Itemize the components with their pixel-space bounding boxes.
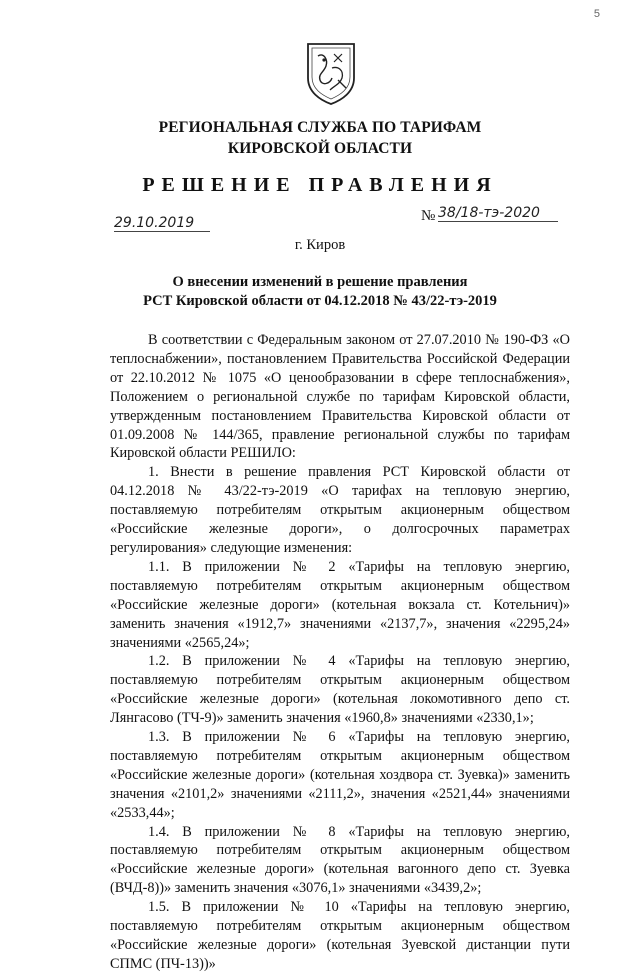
item-1-paragraph: 1. Внести в решение правления РСТ Кировской области от 04.12.2018 № 43/22-тэ-2019 «О тарифах на тепловую энергию, поставляемую потребителям открытым акционерным обществом «Российские железные дороги», о долгосрочных параметрах регулирования» следующие изменения: bbox=[110, 464, 570, 556]
subject-line1: О внесении изменений в решение правления bbox=[172, 274, 468, 290]
item-1-2-paragraph: 1.2. В приложении № 4 «Тарифы на тепловую энергию, поставляемую потребителям открытым акционерным обществом «Российские железные дороги» (котельная локомотивного депо ст. Лянгасово (ТЧ-9)» заменить значения «1960,8» значениями «2330,1»; bbox=[110, 653, 570, 727]
decision-number: 38/18-тэ-2020 bbox=[438, 205, 558, 222]
page-corner-mark: 5 bbox=[593, 8, 600, 20]
city-label: г. Киров bbox=[294, 237, 346, 253]
number-label: № bbox=[421, 208, 436, 224]
document-body bbox=[110, 331, 570, 974]
org-name-line2: КИРОВСКОЙ ОБЛАСТИ bbox=[227, 140, 413, 157]
kirov-coat-of-arms-icon bbox=[304, 40, 358, 106]
subject-line2: РСТ Кировской области от 04.12.2018 № 43/22-тэ-2019 bbox=[143, 293, 497, 309]
document-title: РЕШЕНИЕ ПРАВЛЕНИЯ bbox=[142, 174, 498, 196]
item-1-3-paragraph: 1.3. В приложении № 6 «Тарифы на тепловую энергию, поставляемую потребителям открытым акционерным обществом «Российские железные дороги» (котельная хоздвора ст. Зуевка)» заменить значения «2101,2» значениями «2111,2», значения «2521,44» значениями «2533,44»; bbox=[110, 729, 570, 821]
org-name-line1: РЕГИОНАЛЬНАЯ СЛУЖБА ПО ТАРИФАМ bbox=[158, 119, 482, 136]
intro-paragraph: В соответствии с Федеральным законом от 27.07.2010 № 190-ФЗ «О теплоснабжении», постановлением Правительства Российской Федерации от 22.10.2012 № 1075 «О ценообразовании в сфере теплоснабжения», Положением о региональной службе по тарифам Кировской области, утвержденным постановлением Правительства Кировской области от 01.09.2008 № 144/365, правление региональной службы по тарифам Кировской области РЕШИЛО: bbox=[110, 332, 570, 462]
item-1-4-paragraph: 1.4. В приложении № 8 «Тарифы на тепловую энергию, поставляемую потребителям открытым акционерным обществом «Российские железные дороги» (котельная вагонного депо ст. Зуевка (ВЧД-8))» заменить значения «3076,1» значениями «3439,2»; bbox=[110, 823, 570, 897]
item-1-1-paragraph: 1.1. В приложении № 2 «Тарифы на тепловую энергию, поставляемую потребителям открытым акционерным обществом «Российские железные дороги» (котельная вокзала ст. Котельнич)» заменить значения «1912,7» значениями «2137,7», значения «2295,24» значениями «2565,24»; bbox=[110, 558, 570, 651]
decision-date: 29.10.2019 bbox=[114, 215, 210, 232]
item-1-5-paragraph: 1.5. В приложении № 10 «Тарифы на тепловую энергию, поставляемую потребителям открытым акционерным обществом «Российские железные дороги» (котельная Зуевской дистанции пути СПМС (ПЧ-13))» bbox=[110, 899, 570, 972]
